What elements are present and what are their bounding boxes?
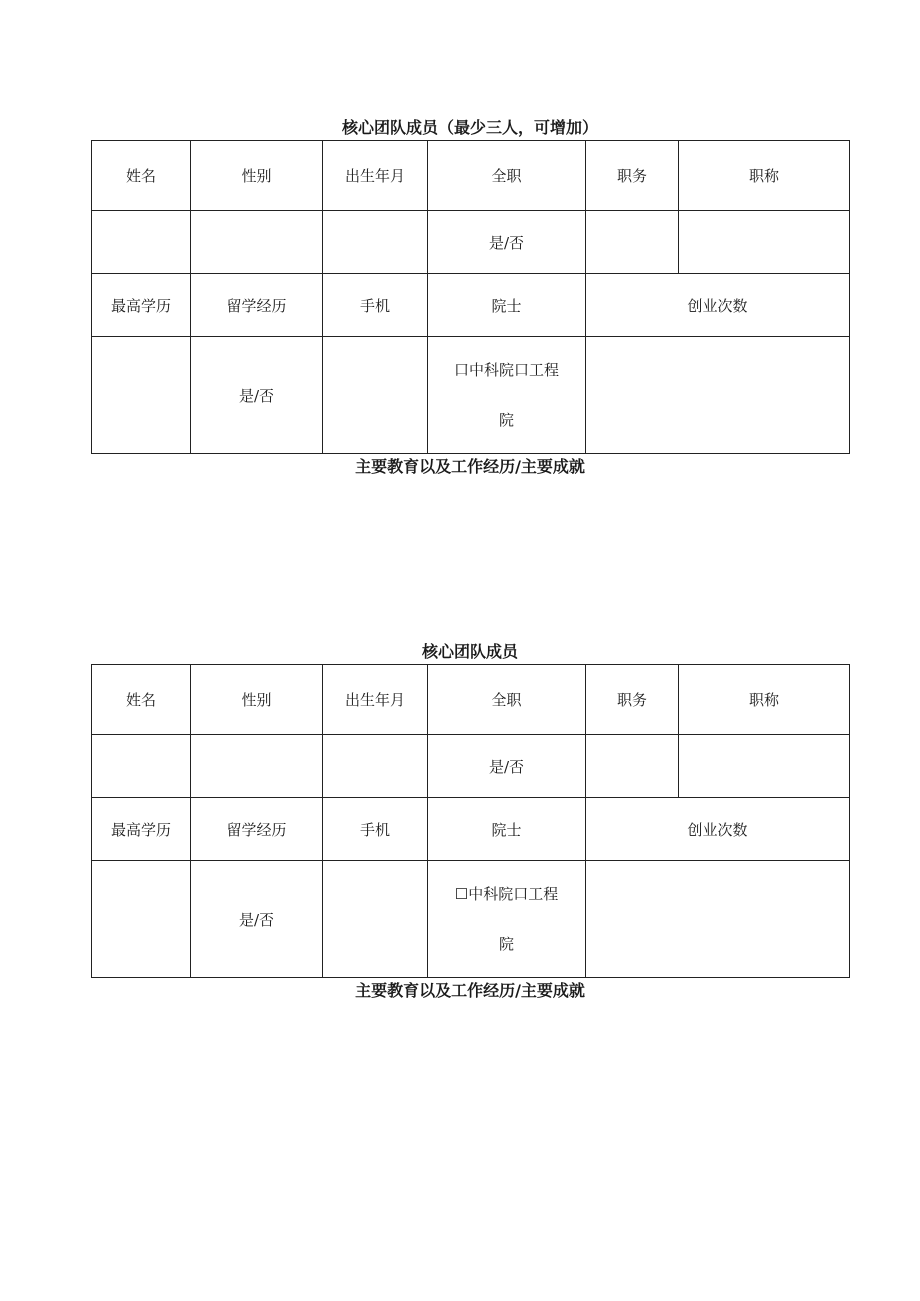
birth-date-cell[interactable] bbox=[323, 211, 428, 274]
header-title: 职称 bbox=[679, 141, 850, 211]
header-startup-count: 创业次数 bbox=[586, 274, 850, 337]
full-time-cell[interactable]: 是/否 bbox=[428, 211, 586, 274]
header-gender: 性别 bbox=[191, 141, 323, 211]
mobile-cell[interactable] bbox=[323, 337, 428, 454]
header-academician: 院士 bbox=[428, 798, 586, 861]
header-birth-date: 出生年月 bbox=[323, 665, 428, 735]
header-study-abroad: 留学经历 bbox=[191, 798, 323, 861]
academician-options-line2: 院 bbox=[498, 935, 514, 953]
name-cell[interactable] bbox=[92, 735, 191, 798]
header-mobile: 手机 bbox=[323, 798, 428, 861]
academician-cell[interactable] bbox=[428, 861, 586, 978]
academician-cell[interactable] bbox=[428, 337, 586, 454]
full-time-cell[interactable]: 是/否 bbox=[428, 735, 586, 798]
header-name: 姓名 bbox=[92, 665, 191, 735]
header-academician: 院士 bbox=[428, 274, 586, 337]
academician-options-line2: 院 bbox=[498, 411, 514, 429]
header-startup-count: 创业次数 bbox=[586, 798, 850, 861]
mobile-cell[interactable] bbox=[323, 861, 428, 978]
highest-degree-cell[interactable] bbox=[92, 861, 191, 978]
academician-options-line1: 口中科院口工程 bbox=[453, 361, 559, 379]
header-gender: 性别 bbox=[191, 665, 323, 735]
header-highest-degree: 最高学历 bbox=[92, 798, 191, 861]
core-team-section-2 bbox=[91, 640, 849, 1004]
study-abroad-cell[interactable]: 是/否 bbox=[191, 861, 323, 978]
title-cell[interactable] bbox=[679, 735, 850, 798]
name-cell[interactable] bbox=[92, 211, 191, 274]
header-full-time: 全职 bbox=[428, 141, 586, 211]
header-highest-degree: 最高学历 bbox=[92, 274, 191, 337]
header-full-time: 全职 bbox=[428, 665, 586, 735]
experience-heading: 主要教育以及工作经历/主要成就 bbox=[355, 981, 585, 1000]
highest-degree-cell[interactable] bbox=[92, 337, 191, 454]
header-study-abroad: 留学经历 bbox=[191, 274, 323, 337]
academician-options-line1: ☐中科院口工程 bbox=[454, 885, 559, 903]
gender-cell[interactable] bbox=[191, 735, 323, 798]
study-abroad-cell[interactable]: 是/否 bbox=[191, 337, 323, 454]
team-member-table bbox=[91, 664, 850, 978]
header-mobile: 手机 bbox=[323, 274, 428, 337]
position-cell[interactable] bbox=[586, 211, 679, 274]
team-member-table bbox=[91, 140, 850, 454]
header-birth-date: 出生年月 bbox=[323, 141, 428, 211]
section-title: 核心团队成员 bbox=[421, 642, 518, 661]
header-title: 职称 bbox=[679, 665, 850, 735]
title-cell[interactable] bbox=[679, 211, 850, 274]
section-title: 核心团队成员（最少三人，可增加） bbox=[341, 118, 598, 137]
gender-cell[interactable] bbox=[191, 211, 323, 274]
header-name: 姓名 bbox=[92, 141, 191, 211]
header-position: 职务 bbox=[586, 141, 679, 211]
experience-heading: 主要教育以及工作经历/主要成就 bbox=[355, 457, 585, 476]
startup-count-cell[interactable] bbox=[586, 861, 850, 978]
birth-date-cell[interactable] bbox=[323, 735, 428, 798]
position-cell[interactable] bbox=[586, 735, 679, 798]
startup-count-cell[interactable] bbox=[586, 337, 850, 454]
header-position: 职务 bbox=[586, 665, 679, 735]
core-team-section-1 bbox=[91, 116, 849, 480]
